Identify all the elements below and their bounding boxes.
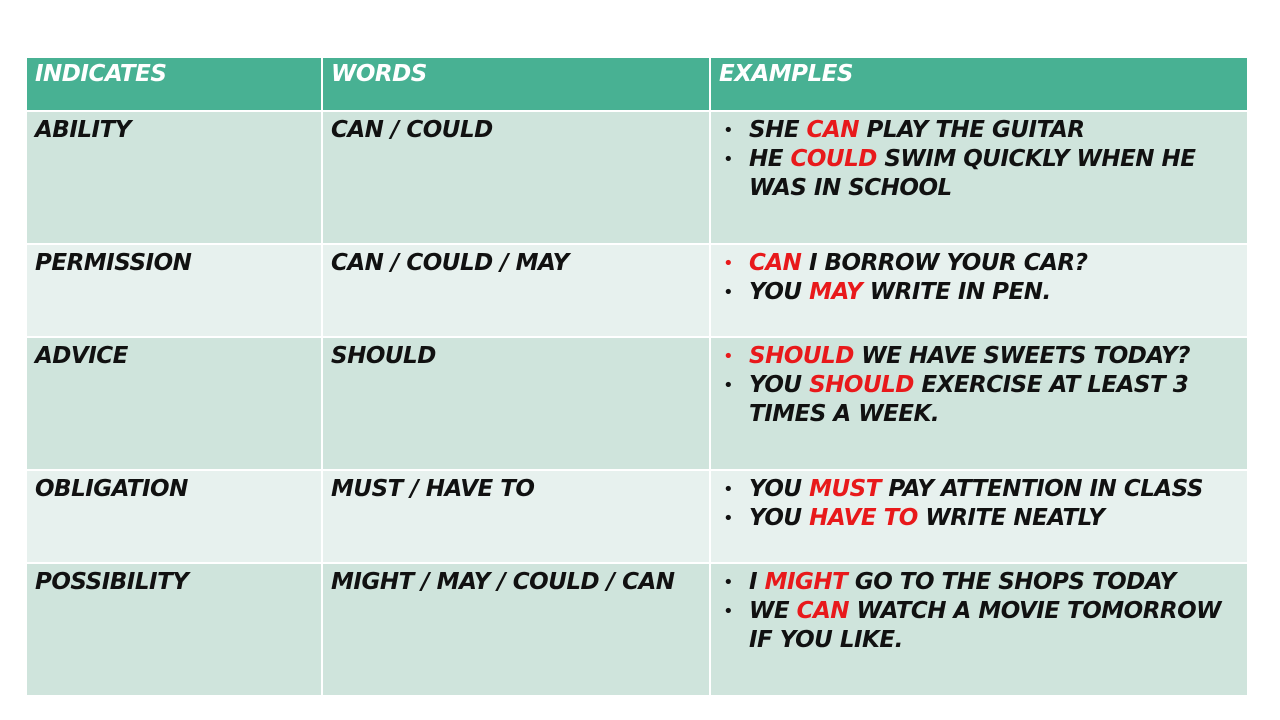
example-text-pre: I	[749, 569, 765, 595]
example-keyword: CAN	[806, 117, 859, 143]
bullet-icon: •	[723, 601, 734, 622]
bullet-icon: •	[723, 479, 734, 500]
indicates-cell: OBLIGATION	[26, 470, 322, 563]
header-row	[26, 57, 1248, 111]
example-keyword: SHOULD	[809, 372, 914, 398]
indicates-cell: ADVICE	[26, 337, 322, 470]
example-keyword: CAN	[796, 598, 850, 624]
indicates-cell: POSSIBILITY	[26, 563, 322, 696]
words-cell: MUST / HAVE TO	[322, 470, 710, 563]
table-row-obligation	[26, 470, 1248, 563]
example-text-pre: YOU	[749, 505, 810, 531]
example-text-pre: YOU	[749, 279, 810, 305]
example-item	[719, 475, 1239, 504]
table-row-permission	[26, 244, 1248, 337]
bullet-icon: •	[723, 282, 734, 303]
example-item	[719, 278, 1239, 307]
example-keyword: COULD	[790, 146, 877, 172]
example-item	[719, 568, 1239, 597]
example-item	[719, 145, 1239, 203]
example-text-post: WRITE NEATLY	[917, 505, 1105, 531]
examples-cell	[710, 337, 1248, 470]
examples-list	[719, 475, 1239, 533]
example-text-pre: SHE	[749, 117, 807, 143]
example-text-post: I BORROW YOUR CAR?	[801, 250, 1088, 276]
examples-list	[719, 116, 1239, 203]
examples-list	[719, 342, 1239, 429]
example-text-pre: HE	[749, 146, 791, 172]
example-text-pre: WE	[749, 598, 797, 624]
example-keyword: MIGHT	[764, 569, 848, 595]
examples-cell	[710, 563, 1248, 696]
examples-list	[719, 568, 1239, 655]
table-row-ability	[26, 111, 1248, 244]
examples-cell	[710, 244, 1248, 337]
examples-cell	[710, 111, 1248, 244]
indicates-cell: PERMISSION	[26, 244, 322, 337]
example-item	[719, 597, 1239, 655]
bullet-icon: •	[723, 253, 734, 274]
words-cell: MIGHT / MAY / COULD / CAN	[322, 563, 710, 696]
table-row-advice	[26, 337, 1248, 470]
example-keyword: HAVE TO	[809, 505, 918, 531]
modal-verbs-table	[25, 56, 1249, 697]
example-item	[719, 342, 1239, 371]
example-item	[719, 116, 1239, 145]
words-cell: CAN / COULD / MAY	[322, 244, 710, 337]
bullet-icon: •	[723, 375, 734, 396]
example-text-post: WE HAVE SWEETS TODAY?	[853, 343, 1191, 369]
example-item	[719, 371, 1239, 429]
indicates-cell: ABILITY	[26, 111, 322, 244]
header-words: WORDS	[322, 57, 710, 111]
example-item	[719, 249, 1239, 278]
example-item	[719, 504, 1239, 533]
bullet-icon: •	[723, 508, 734, 529]
header-examples: EXAMPLES	[710, 57, 1248, 111]
bullet-icon: •	[723, 572, 734, 593]
example-text-post: WRITE IN PEN.	[862, 279, 1051, 305]
example-keyword: SHOULD	[749, 343, 854, 369]
example-text-post: GO TO THE SHOPS TODAY	[847, 569, 1176, 595]
example-text-post: PLAY THE GUITAR	[858, 117, 1085, 143]
table-row-possibility	[26, 563, 1248, 696]
bullet-icon: •	[723, 149, 734, 170]
example-text-pre: YOU	[749, 372, 810, 398]
header-indicates: INDICATES	[26, 57, 322, 111]
example-keyword: MUST	[809, 476, 881, 502]
example-keyword: MAY	[809, 279, 863, 305]
example-text-post: PAY ATTENTION IN CLASS	[880, 476, 1203, 502]
example-text-pre: YOU	[749, 476, 810, 502]
words-cell: CAN / COULD	[322, 111, 710, 244]
bullet-icon: •	[723, 346, 734, 367]
words-cell: SHOULD	[322, 337, 710, 470]
examples-list	[719, 249, 1239, 307]
example-text-post: WATCH A MOVIE TOMORROW IF YOU LIKE.	[749, 598, 1222, 653]
examples-cell	[710, 470, 1248, 563]
example-keyword: CAN	[749, 250, 802, 276]
example-text-post: EXERCISE AT LEAST 3 TIMES A WEEK.	[749, 372, 1189, 427]
bullet-icon: •	[723, 120, 734, 141]
example-text-post: SWIM QUICKLY WHEN HE WAS IN SCHOOL	[749, 146, 1196, 201]
